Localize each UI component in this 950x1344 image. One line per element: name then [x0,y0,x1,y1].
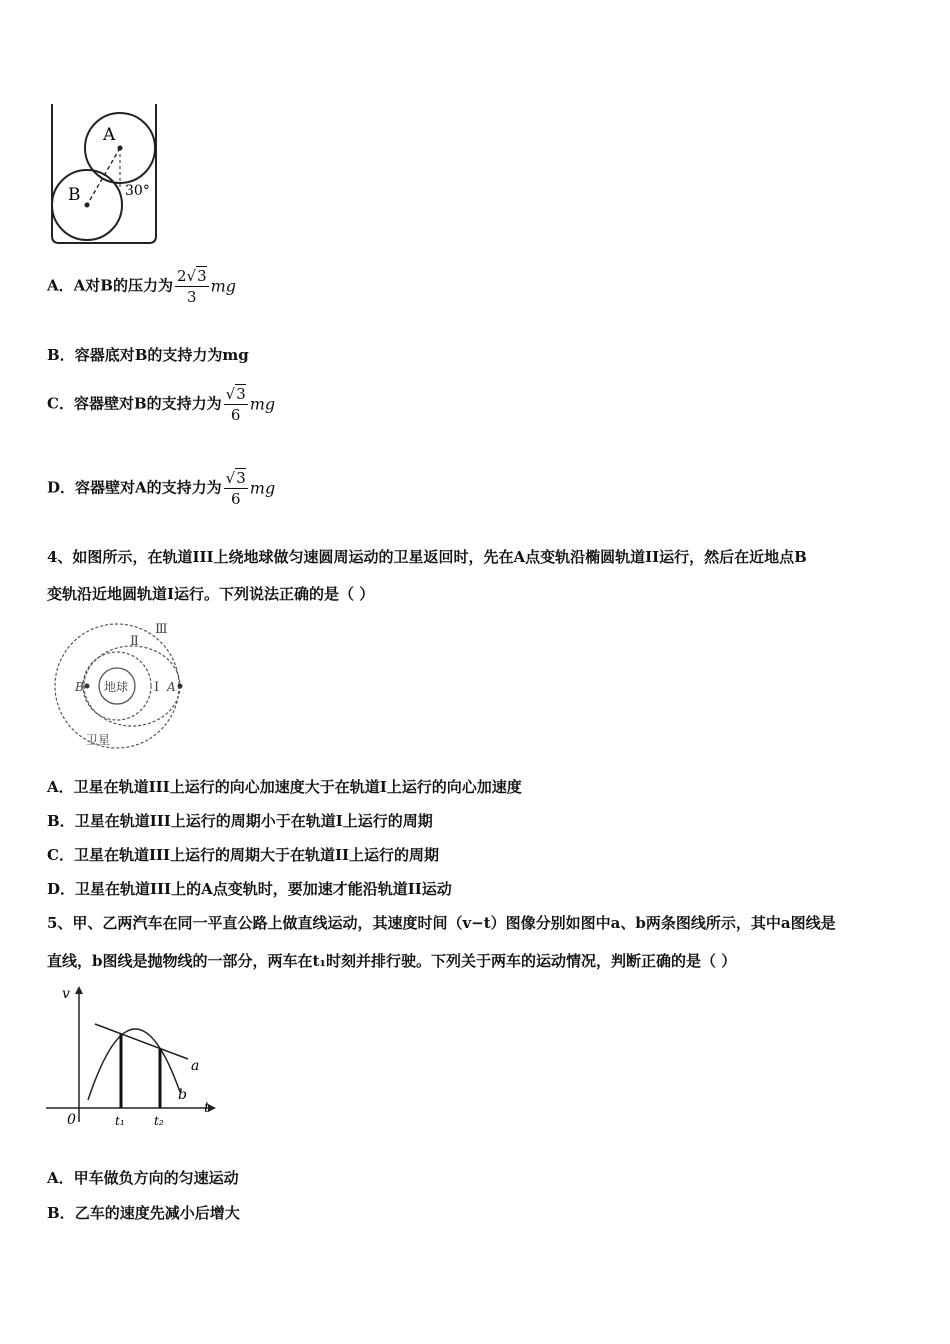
earth-label: 地球 [104,680,129,694]
q4-option-c: C．卫星在轨道III上运行的周期大于在轨道II上运行的周期 [47,846,440,864]
line-a [95,1024,188,1059]
q5-stem-line-2: 直线，b图线是抛物线的一部分，两车在t₁时刻并排行驶。下列关于两车的运动情况，判断正确的是（ ） [47,952,737,970]
q3-option-a: A．A对B的压力为 $\frac{2√3}{3}$ mg [47,267,237,306]
line-b-label: b [178,1087,187,1103]
t-axis-label: t [204,1100,210,1116]
q4-orbit-figure [50,618,195,753]
t1-label: t₁ [115,1114,125,1128]
q5-option-a: A．甲车做负方向的匀速运动 [47,1169,239,1187]
q4-option-b: B．卫星在轨道III上运行的周期小于在轨道I上运行的周期 [47,812,433,830]
q5-stem-line-1: 5、甲、乙两汽车在同一平直公路上做直线运动，其速度时间（v−t）图像分别如图中a、b两条图线所示，其中a图线是 [47,914,836,932]
point-a-label: A [167,680,176,694]
q3-option-c: C．容器壁对B的支持力为 $\frac{√3}{6}$ mg [47,385,276,424]
center-line [87,148,120,205]
v-axis-label: v [62,986,70,1002]
t2-label: t₂ [154,1114,164,1128]
point-b-label: B [75,680,84,694]
q3-option-d: D．容器壁对A的支持力为 $\frac{√3}{6}$ mg [47,469,276,508]
origin-label: 0 [67,1112,76,1128]
orbit-3-label: Ⅲ [155,622,168,637]
orbit-2-label: Ⅱ [130,634,139,649]
label-b: B [68,185,81,205]
q3-container-figure [40,100,170,250]
q5-option-b: B．乙车的速度先减小后增大 [47,1204,240,1222]
q4-stem-line-1: 4、如图所示，在轨道III上绕地球做匀速圆周运动的卫星返回时，先在A点变轨沿椭圆轨道II运行，然后在近地点B [47,548,807,566]
angle-label: 30° [125,183,150,199]
q4-option-a: A．卫星在轨道III上运行的向心加速度大于在轨道I上运行的向心加速度 [47,778,522,796]
q5-vt-graph [40,982,220,1132]
q4-stem-line-2: 变轨沿近地圆轨道I运行。下列说法正确的是（ ） [47,585,375,603]
satellite-label: 卫星 [86,733,111,747]
orbit-1-label: I [154,680,160,695]
line-a-label: a [191,1058,200,1074]
q3-option-b: B．容器底对B的支持力为mg [47,346,249,364]
curve-b [88,1029,180,1100]
label-a: A [103,125,116,145]
q4-option-d: D．卫星在轨道III上的A点变轨时，要加速才能沿轨道II运动 [47,880,452,898]
